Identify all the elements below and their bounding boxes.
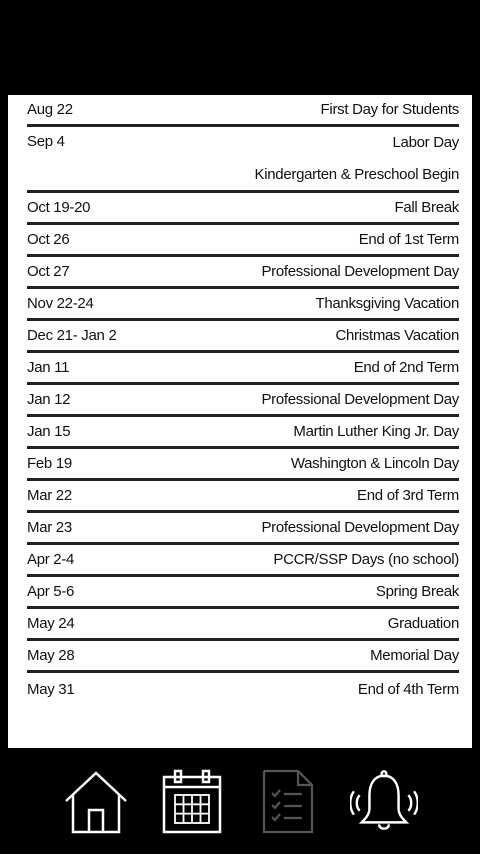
- list-item: [27, 385, 459, 417]
- event-name: Professional Development Day: [261, 391, 459, 408]
- bottom-navigation-bar: [0, 748, 480, 854]
- event-date: Dec 21- Jan 2: [27, 327, 117, 344]
- event-name: End of 4th Term: [357, 680, 459, 698]
- event-name: Graduation: [387, 615, 459, 632]
- event-date: Sep 4: [27, 133, 65, 150]
- event-date: Apr 2-4: [27, 551, 75, 568]
- event-name: Professional Development Day: [261, 263, 459, 280]
- school-calendar-list: [8, 95, 472, 748]
- status-bar-area: [0, 0, 480, 95]
- list-item: [27, 641, 459, 673]
- event-date: Jan 12: [27, 391, 71, 408]
- nav-calendar-button[interactable]: [158, 766, 226, 838]
- event-date: Oct 19-20: [27, 199, 91, 216]
- event-date: Oct 27: [27, 263, 70, 280]
- checklist-icon: [260, 769, 316, 835]
- event-date: Oct 26: [27, 231, 70, 248]
- event-date: Apr 5-6: [27, 583, 75, 600]
- list-item: [27, 449, 459, 481]
- list-item: [27, 577, 459, 609]
- event-name: Labor Day: [392, 134, 459, 152]
- list-item: [27, 353, 459, 385]
- list-item: [27, 95, 459, 127]
- list-item: [27, 193, 459, 225]
- event-name: Fall Break: [394, 199, 459, 216]
- event-name: Professional Development Day: [261, 519, 459, 536]
- nav-checklist-button[interactable]: [254, 766, 322, 838]
- event-name: Spring Break: [375, 583, 459, 600]
- event-name: Memorial Day: [370, 647, 459, 664]
- event-name: End of 3rd Term: [357, 487, 459, 504]
- list-item: [27, 481, 459, 513]
- list-item: [27, 289, 459, 321]
- event-name: Washington & Lincoln Day: [290, 455, 459, 472]
- list-item: [27, 257, 459, 289]
- list-item: [27, 673, 459, 705]
- list-item: [27, 127, 459, 193]
- list-item: [27, 545, 459, 577]
- event-name: PCCR/SSP Days (no school): [273, 551, 459, 568]
- event-date: Mar 23: [27, 519, 72, 536]
- event-name: End of 2nd Term: [353, 359, 459, 376]
- event-date: Nov 22-24: [27, 295, 94, 312]
- event-date: May 28: [27, 647, 75, 664]
- event-date: Aug 22: [27, 101, 73, 118]
- home-icon: [63, 769, 129, 835]
- calendar-icon: [161, 769, 223, 835]
- event-date: Jan 11: [27, 359, 70, 376]
- event-name: Kindergarten & Preschool Begin: [254, 165, 459, 183]
- list-item: [27, 417, 459, 449]
- event-name: Martin Luther King Jr. Day: [293, 423, 459, 440]
- list-item: [27, 609, 459, 641]
- event-date: May 31: [27, 680, 75, 698]
- nav-home-button[interactable]: [62, 766, 130, 838]
- event-name: Thanksgiving Vacation: [315, 295, 459, 312]
- event-name: First Day for Students: [320, 101, 459, 118]
- list-item: [27, 321, 459, 353]
- event-date: May 24: [27, 615, 75, 632]
- bell-icon: [350, 769, 418, 835]
- event-date: Jan 15: [27, 423, 71, 440]
- list-item: [27, 513, 459, 545]
- event-date: Feb 19: [27, 455, 72, 472]
- event-date: Mar 22: [27, 487, 72, 504]
- event-name: Christmas Vacation: [335, 327, 459, 344]
- list-item: [27, 225, 459, 257]
- event-name: End of 1st Term: [358, 231, 459, 248]
- nav-notifications-button[interactable]: [350, 766, 418, 838]
